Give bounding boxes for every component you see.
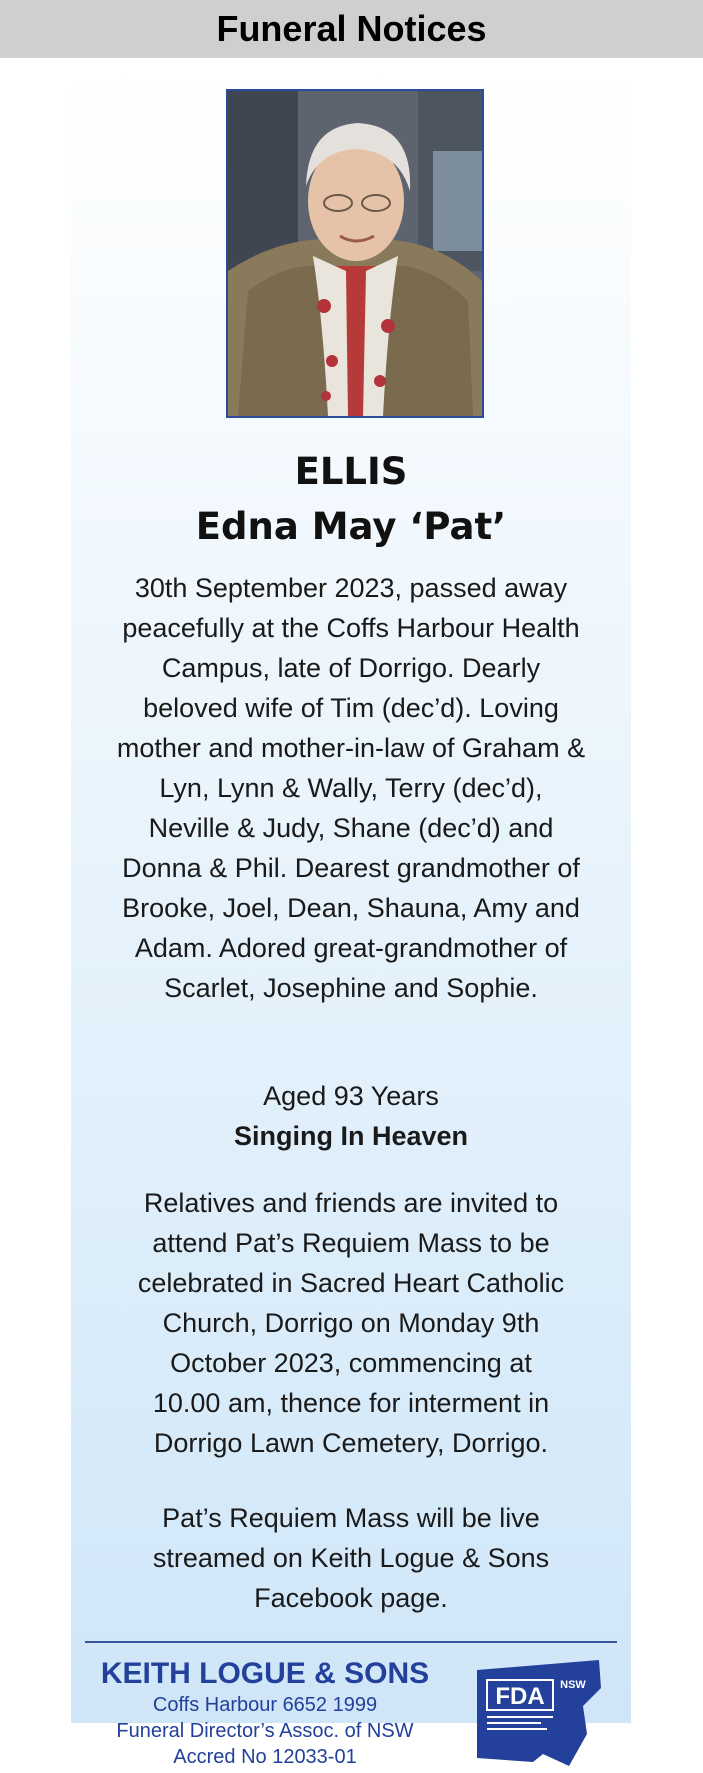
text-line: Neville & Judy, Shane (dec’d) and — [148, 813, 554, 843]
text-line: attend Pat’s Requiem Mass to be — [152, 1228, 550, 1258]
firm-accreditation: Accred No 12033-01 — [173, 1746, 357, 1768]
notice-paragraph-livestream — [81, 1498, 621, 1618]
text-line: mother and mother-in-law of Graham & — [116, 733, 586, 763]
page-header — [0, 0, 703, 58]
text-line: peacefully at the Coffs Harbour Health — [122, 613, 580, 643]
text-line: 10.00 am, thence for interment in — [152, 1388, 550, 1418]
text-line: Adam. Adored great-grandmother of — [134, 933, 568, 963]
text-line: Relatives and friends are invited to — [143, 1188, 559, 1218]
fda-logo-subtext: NSW — [560, 1679, 586, 1691]
page-title: Funeral Notices — [216, 8, 487, 49]
fda-logo-text: FDA — [495, 1683, 545, 1710]
text-line: Church, Dorrigo on Monday 9th — [162, 1308, 540, 1338]
firm-association: Funeral Director’s Assoc. of NSW — [116, 1720, 414, 1742]
motto-line: Singing In Heaven — [233, 1121, 469, 1151]
text-line: Pat’s Requiem Mass will be live — [162, 1503, 540, 1533]
deceased-given-names: Edna May ‘Pat’ — [195, 505, 507, 548]
text-line: Facebook page. — [254, 1583, 448, 1613]
notice-paragraph-service — [81, 1183, 621, 1463]
fda-nsw-logo-icon — [473, 1658, 605, 1768]
text-line: Scarlet, Josephine and Sophie. — [164, 973, 538, 1003]
footer-divider — [85, 1641, 617, 1643]
text-line: Brooke, Joel, Dean, Shauna, Amy and — [122, 893, 580, 923]
text-line: October 2023, commencing at — [170, 1348, 532, 1378]
funeral-director-block — [75, 1656, 455, 1770]
firm-phone: Coffs Harbour 6652 1999 — [152, 1694, 378, 1716]
text-line: Dorrigo Lawn Cemetery, Dorrigo. — [153, 1428, 549, 1458]
age-line: Aged 93 Years — [263, 1081, 439, 1111]
text-line: Campus, late of Dorrigo. Dearly — [161, 653, 541, 683]
firm-name: KEITH LOGUE & SONS — [100, 1657, 430, 1690]
portrait-photo — [226, 89, 484, 418]
text-line: streamed on Keith Logue & Sons — [152, 1543, 550, 1573]
text-line: Lyn, Lynn & Wally, Terry (dec’d), — [159, 773, 543, 803]
text-line: 30th September 2023, passed away — [134, 573, 568, 603]
text-line: beloved wife of Tim (dec’d). Loving — [143, 693, 559, 723]
funeral-notice — [71, 58, 631, 1768]
text-line: celebrated in Sacred Heart Catholic — [137, 1268, 565, 1298]
text-line: Donna & Phil. Dearest grandmother of — [122, 853, 580, 883]
notice-paragraph-death — [81, 568, 621, 1008]
deceased-surname: ELLIS — [294, 450, 408, 493]
